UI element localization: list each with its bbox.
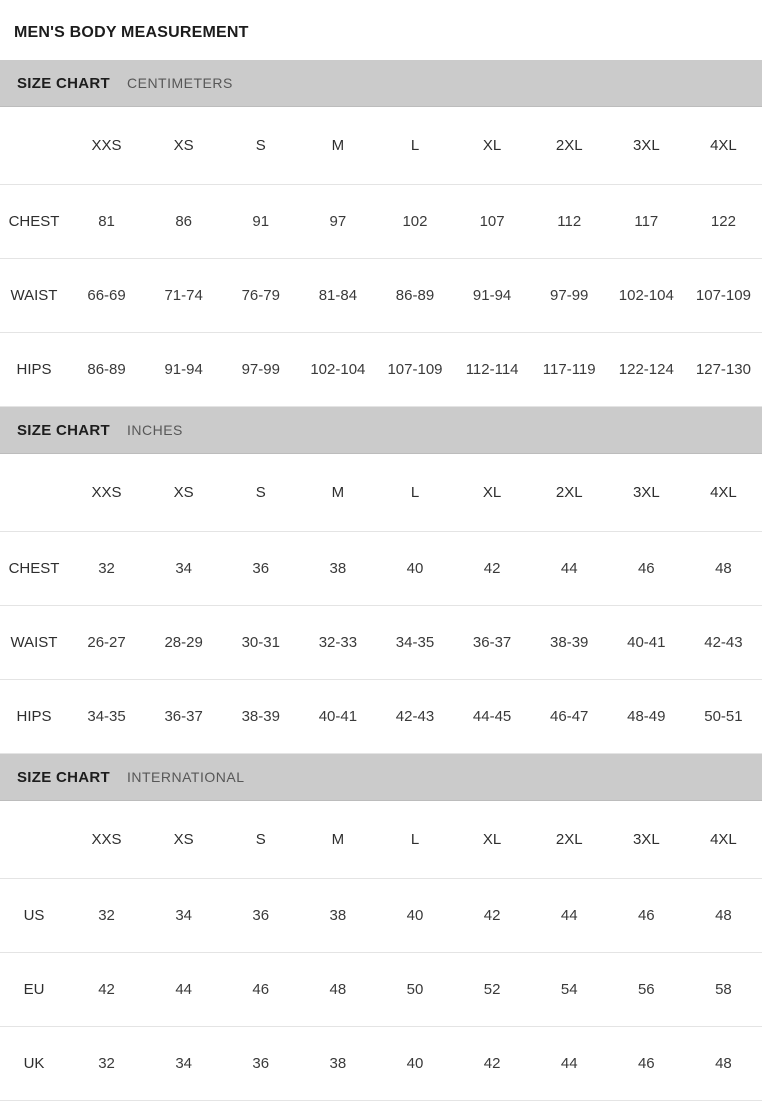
size-value-cell: 48-49 [627, 708, 666, 725]
size-value-cell: 44 [560, 907, 578, 924]
size-value-cell: 107 [479, 213, 505, 230]
section-banner [0, 754, 762, 801]
row-label: HIPS [16, 708, 52, 725]
size-value-cell: 48 [329, 981, 347, 998]
size-column-header: M [331, 484, 345, 501]
size-column-header: L [410, 831, 420, 848]
size-value-cell: 48 [715, 1055, 732, 1072]
section-banner-subtitle: INCHES [127, 422, 183, 438]
size-column-header: XL [482, 831, 502, 848]
table-row-eu [0, 953, 762, 1027]
table-row-us [0, 879, 762, 953]
size-value-cell: 46 [637, 1055, 655, 1072]
size-value-cell: 36 [252, 907, 270, 924]
size-value-cell: 44 [560, 1055, 578, 1072]
size-column-header: 2XL [555, 137, 583, 154]
table-header-row [0, 801, 762, 879]
size-value-cell: 107-109 [695, 287, 751, 304]
size-value-cell: 32-33 [318, 634, 358, 651]
size-value-cell: 26-27 [87, 634, 126, 651]
row-label: US [23, 907, 45, 924]
size-table [0, 801, 762, 1101]
size-value-cell: 50-51 [704, 708, 743, 725]
size-value-cell: 122-124 [618, 361, 674, 378]
size-column-header: 3XL [632, 484, 660, 501]
size-column-header: XL [482, 137, 502, 154]
size-value-cell: 38 [329, 907, 347, 924]
row-label: CHEST [8, 213, 60, 230]
row-label: WAIST [10, 634, 58, 651]
size-value-cell: 86-89 [395, 287, 435, 304]
page-title: MEN'S BODY MEASUREMENT [14, 23, 249, 41]
size-column-header: 2XL [555, 831, 583, 848]
size-value-cell: 42-43 [395, 708, 435, 725]
size-value-cell: 86 [175, 213, 192, 230]
sections-container [0, 60, 762, 1101]
table-row-hips [0, 680, 762, 754]
size-value-cell: 32 [98, 1055, 115, 1072]
section-banner-title: SIZE CHART [17, 768, 110, 786]
size-column-header: XS [173, 831, 194, 848]
size-value-cell: 86-89 [87, 361, 126, 378]
table-row-waist [0, 606, 762, 680]
size-value-cell: 46 [252, 981, 270, 998]
section-banner-title: SIZE CHART [17, 74, 110, 92]
size-column-header: XXS [91, 831, 122, 848]
size-value-cell: 46 [637, 907, 655, 924]
size-value-cell: 36-37 [164, 708, 203, 725]
table-row-hips [0, 333, 762, 407]
size-value-cell: 42-43 [704, 634, 743, 651]
corner-cell [0, 454, 68, 531]
size-column-header: XS [173, 484, 194, 501]
size-column-header: XS [173, 137, 194, 154]
row-label: EU [23, 981, 45, 998]
size-value-cell: 91-94 [472, 287, 512, 304]
size-value-cell: 48 [715, 560, 732, 577]
row-label: WAIST [10, 287, 58, 304]
size-value-cell: 54 [560, 981, 578, 998]
size-column-header: XXS [91, 137, 122, 154]
section-banner [0, 60, 762, 107]
size-value-cell: 32 [98, 907, 115, 924]
size-value-cell: 46 [637, 560, 655, 577]
size-value-cell: 36-37 [472, 634, 512, 651]
row-label: CHEST [8, 560, 60, 577]
size-value-cell: 127-130 [695, 361, 751, 378]
size-value-cell: 97-99 [550, 287, 589, 304]
size-value-cell: 40 [406, 1055, 424, 1072]
size-value-cell: 38-39 [550, 634, 589, 651]
size-value-cell: 34 [175, 907, 192, 924]
size-value-cell: 44 [560, 560, 578, 577]
size-chart-section [0, 754, 762, 1101]
size-column-header: 3XL [632, 137, 660, 154]
size-chart-section [0, 60, 762, 407]
size-value-cell: 107-109 [387, 361, 443, 378]
size-value-cell: 42 [483, 560, 501, 577]
size-value-cell: 40 [406, 907, 424, 924]
size-value-cell: 46-47 [550, 708, 589, 725]
size-column-header: XXS [91, 484, 122, 501]
size-value-cell: 91-94 [164, 361, 203, 378]
section-banner-title: SIZE CHART [17, 421, 110, 439]
size-table [0, 107, 762, 407]
size-value-cell: 44-45 [472, 708, 512, 725]
size-value-cell: 102-104 [618, 287, 674, 304]
table-row-chest [0, 532, 762, 606]
size-value-cell: 48 [715, 907, 732, 924]
section-banner-subtitle: CENTIMETERS [127, 75, 233, 91]
size-column-header: S [255, 137, 266, 154]
size-column-header: L [410, 484, 420, 501]
table-row-chest [0, 185, 762, 259]
size-column-header: S [255, 831, 266, 848]
size-value-cell: 102-104 [310, 361, 366, 378]
size-column-header: S [255, 484, 266, 501]
size-value-cell: 112 [557, 213, 582, 230]
size-column-header: L [410, 137, 420, 154]
size-value-cell: 71-74 [164, 287, 203, 304]
size-column-header: 3XL [632, 831, 660, 848]
size-value-cell: 38-39 [241, 708, 280, 725]
size-value-cell: 36 [252, 1055, 270, 1072]
size-column-header: M [331, 137, 345, 154]
size-value-cell: 40-41 [318, 708, 358, 725]
size-column-header: 4XL [710, 484, 737, 501]
size-value-cell: 42 [483, 907, 501, 924]
size-value-cell: 42 [483, 1055, 501, 1072]
size-value-cell: 42 [98, 981, 115, 998]
size-value-cell: 34 [175, 1055, 192, 1072]
size-column-header: 4XL [710, 137, 737, 154]
table-header-row [0, 107, 762, 185]
size-value-cell: 117-119 [542, 361, 596, 378]
corner-cell [0, 107, 68, 184]
size-value-cell: 58 [715, 981, 732, 998]
size-value-cell: 34-35 [87, 708, 126, 725]
size-column-header: 4XL [710, 831, 737, 848]
size-value-cell: 40-41 [627, 634, 666, 651]
size-value-cell: 102 [402, 213, 428, 230]
size-value-cell: 44 [175, 981, 192, 998]
size-value-cell: 81-84 [318, 287, 358, 304]
table-row-waist [0, 259, 762, 333]
row-label: UK [23, 1055, 45, 1072]
size-value-cell: 122 [710, 213, 736, 230]
size-value-cell: 117 [634, 213, 659, 230]
size-column-header: M [331, 831, 345, 848]
table-header-row [0, 454, 762, 532]
size-column-header: 2XL [555, 484, 583, 501]
size-value-cell: 36 [252, 560, 270, 577]
size-value-cell: 97-99 [241, 361, 280, 378]
size-chart-section [0, 407, 762, 754]
size-value-cell: 97 [329, 213, 347, 230]
size-value-cell: 66-69 [87, 287, 126, 304]
size-value-cell: 40 [406, 560, 424, 577]
size-table [0, 454, 762, 754]
size-value-cell: 81 [98, 213, 115, 230]
section-banner-subtitle: INTERNATIONAL [127, 769, 245, 785]
size-value-cell: 56 [637, 981, 655, 998]
size-value-cell: 30-31 [241, 634, 280, 651]
size-value-cell: 91 [252, 213, 270, 230]
size-value-cell: 76-79 [241, 287, 280, 304]
size-value-cell: 34-35 [395, 634, 435, 651]
table-row-uk [0, 1027, 762, 1101]
size-value-cell: 34 [175, 560, 192, 577]
section-banner [0, 407, 762, 454]
corner-cell [0, 801, 68, 878]
size-column-header: XL [482, 484, 502, 501]
size-value-cell: 28-29 [164, 634, 203, 651]
size-value-cell: 32 [98, 560, 115, 577]
size-value-cell: 38 [329, 1055, 347, 1072]
size-value-cell: 50 [406, 981, 424, 998]
size-value-cell: 52 [483, 981, 501, 998]
size-value-cell: 38 [329, 560, 347, 577]
size-value-cell: 112-114 [465, 361, 519, 378]
row-label: HIPS [16, 361, 52, 378]
